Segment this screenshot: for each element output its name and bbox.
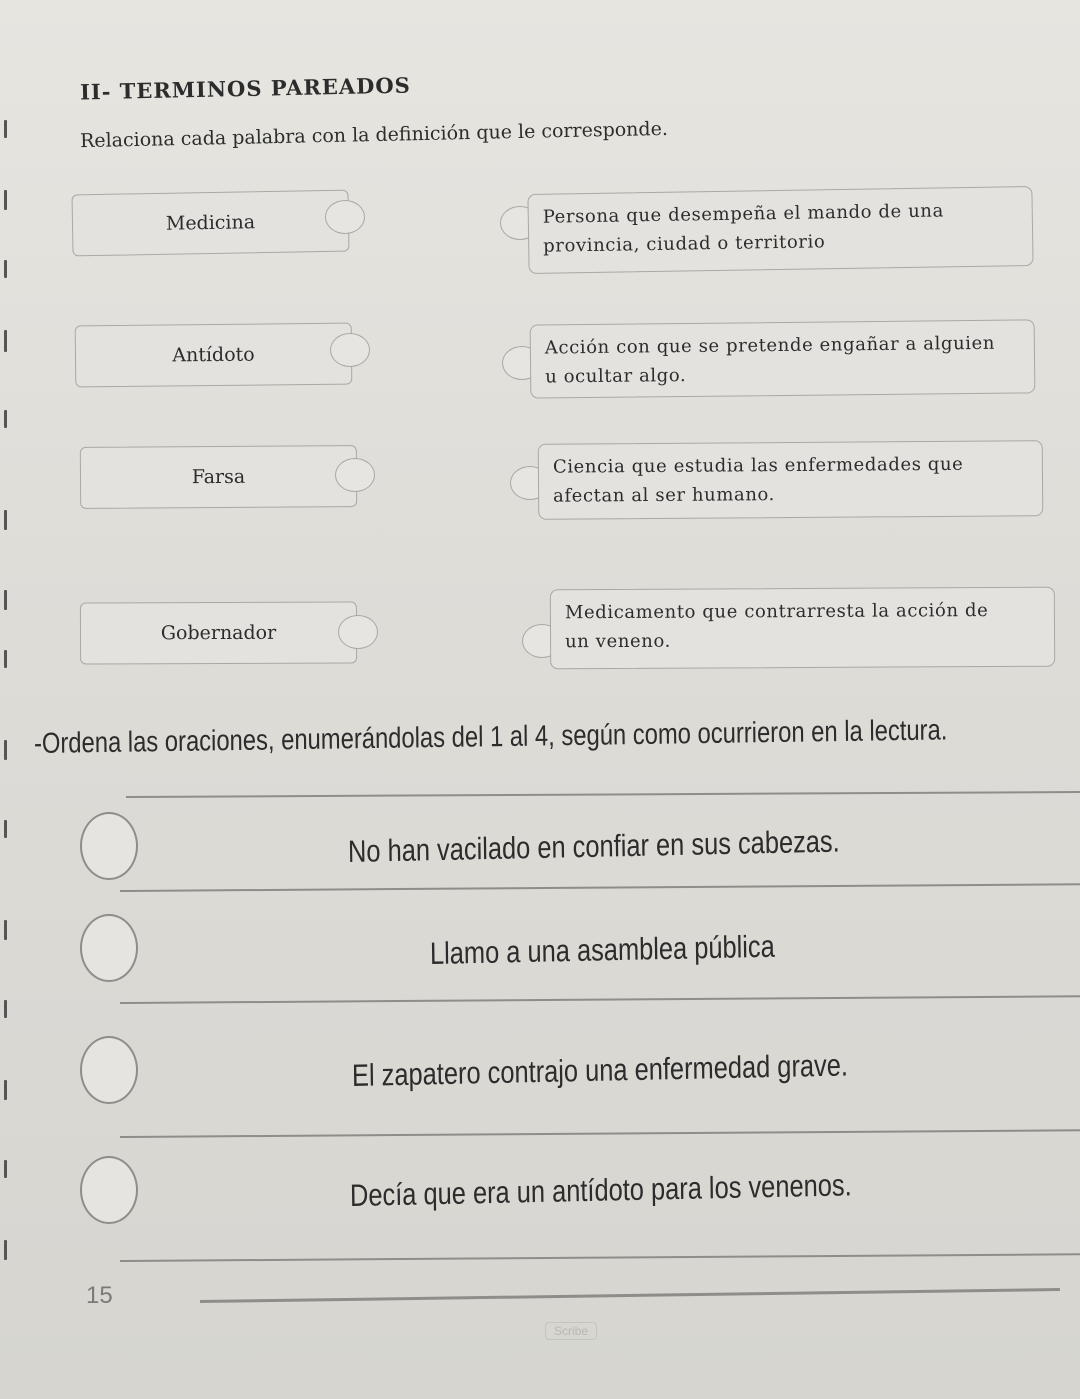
order-sentence: Llamo a una asamblea pública: [429, 928, 776, 971]
order-number-circle[interactable]: [80, 812, 138, 880]
divider-line: [120, 1129, 1080, 1138]
page-bottom-edge: [200, 1288, 1060, 1303]
order-sentence: Decía que era un antídoto para los venenos.: [349, 1167, 852, 1213]
definition-line: Ciencia que estudia las enfermedades que: [552, 453, 964, 478]
definition-line: afectan al ser humano.: [553, 484, 776, 507]
matching-instructions: Relaciona cada palabra con la definición que le corresponde.: [79, 117, 669, 153]
definition-line: u ocultar algo.: [545, 365, 687, 388]
divider-line: [120, 995, 1080, 1004]
order-number-circle[interactable]: [80, 1036, 138, 1104]
ordering-instructions: -Ordena las oraciones, enumerándolas del 1 al 4, según como ocurrieron en la lectura.: [33, 714, 948, 760]
order-sentence: No han vacilado en confiar en sus cabezas.: [347, 823, 840, 869]
definition-line: provincia, ciudad o territorio: [543, 231, 826, 257]
definition-line: Persona que desempeña el mando de una: [542, 200, 945, 228]
definition-box-2: [530, 319, 1036, 398]
definition-line: un veneno.: [565, 630, 671, 653]
order-item-3: [80, 1036, 1080, 1156]
order-item-2: [80, 914, 1080, 1034]
term-answer-circle[interactable]: [325, 200, 365, 234]
term-answer-circle[interactable]: [338, 615, 378, 649]
brand-logo: Scribe: [545, 1322, 597, 1340]
term-box-farsa: [80, 445, 357, 509]
section-title: II- TERMINOS PAREADOS: [79, 72, 412, 105]
page-number: 15: [86, 1282, 113, 1309]
term-label: Antídoto: [172, 343, 255, 367]
definition-box-3: [538, 440, 1044, 520]
definition-line: Acción con que se pretende engañar a alguien: [544, 332, 996, 359]
divider-line: [126, 791, 1080, 798]
term-answer-circle[interactable]: [330, 333, 370, 367]
order-item-4: [80, 1156, 1080, 1276]
term-label: Gobernador: [160, 621, 277, 645]
definition-box-4: [550, 587, 1055, 670]
term-box-medicina: [71, 190, 349, 257]
term-box-gobernador: [80, 602, 357, 665]
term-answer-circle[interactable]: [335, 458, 375, 492]
order-number-circle[interactable]: [80, 914, 138, 982]
binding-holes: [0, 80, 14, 1280]
order-number-circle[interactable]: [80, 1156, 138, 1224]
term-box-antidoto: [75, 323, 353, 388]
divider-line: [120, 883, 1080, 892]
order-sentence: El zapatero contrajo una enfermedad grave.: [351, 1047, 849, 1093]
definition-line: Medicamento que contrarresta la acción de: [564, 600, 989, 624]
term-label: Medicina: [165, 211, 256, 235]
term-label: Farsa: [191, 465, 246, 489]
divider-line: [120, 1253, 1080, 1262]
definition-box-1: [527, 186, 1033, 274]
